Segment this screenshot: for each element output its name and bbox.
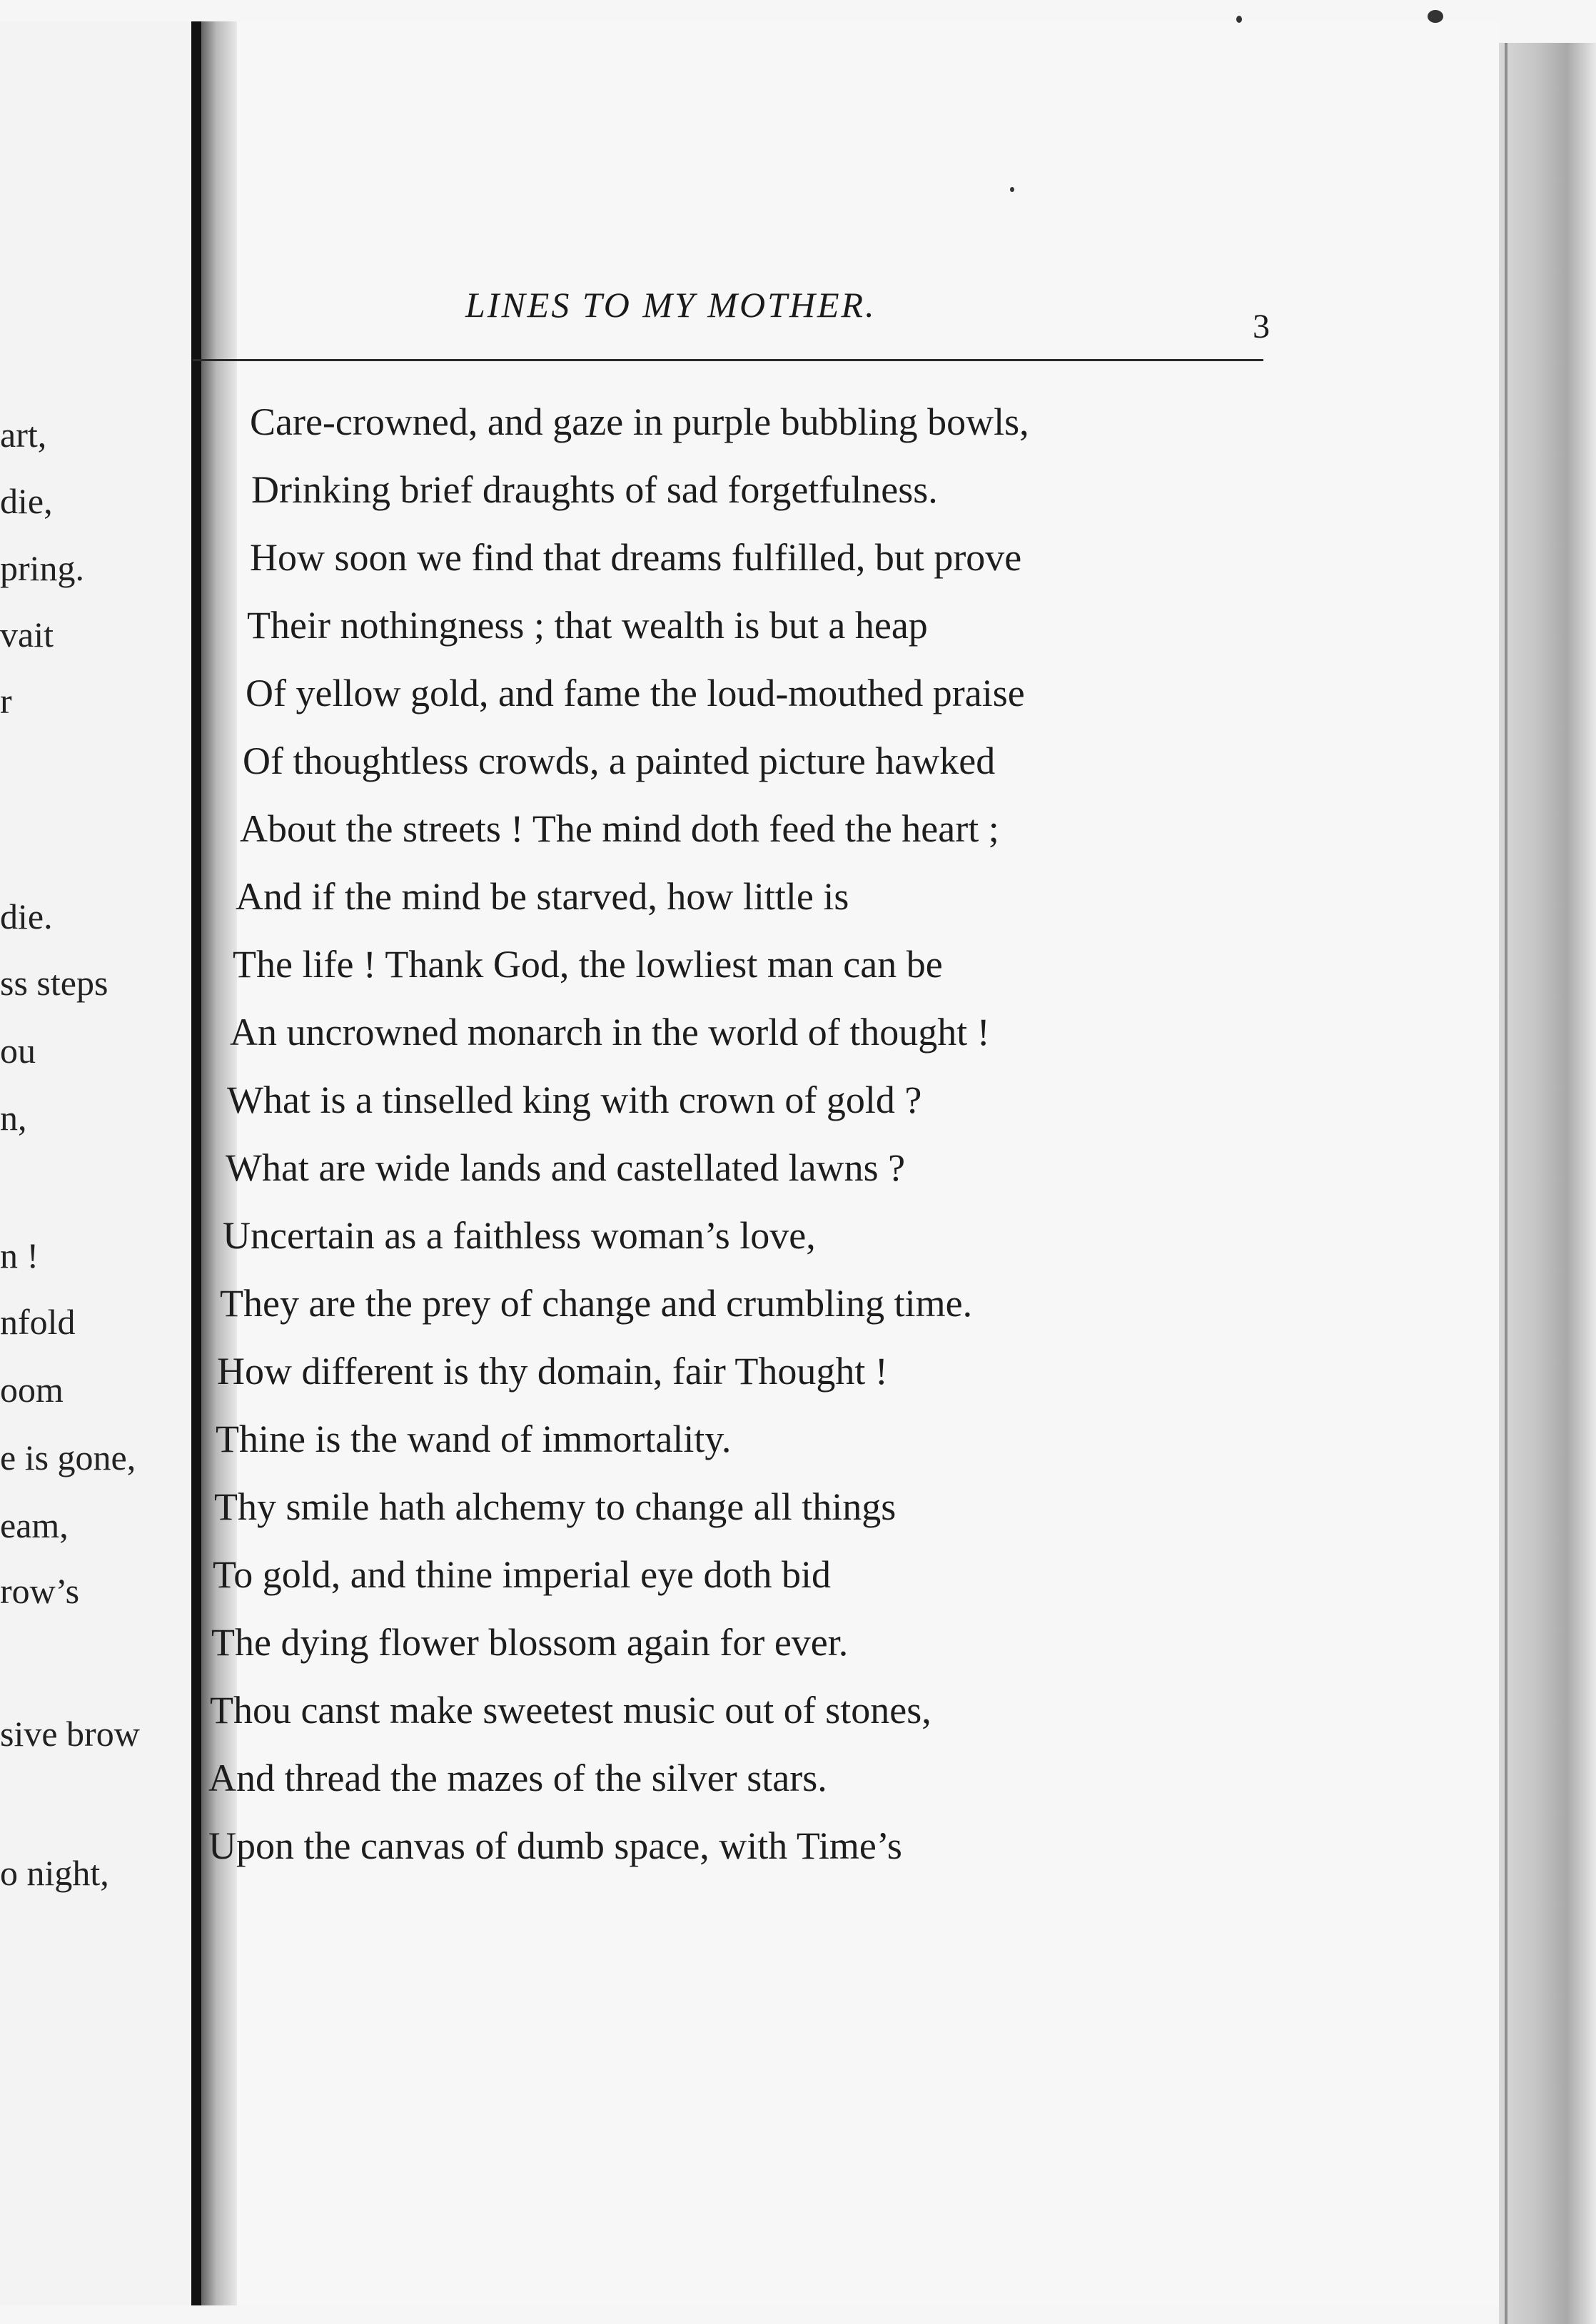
verse-line: Thine is the wand of immortality. bbox=[216, 1418, 732, 1460]
left-page-line: pring. bbox=[0, 548, 85, 588]
left-page-line: eam, bbox=[0, 1505, 69, 1545]
left-page-line: n ! bbox=[0, 1236, 39, 1275]
verse-line: What are wide lands and castellated lawns ? bbox=[226, 1146, 906, 1189]
verse-line: Thy smile hath alchemy to change all things bbox=[214, 1485, 897, 1528]
verse-line: To gold, and thine imperial eye doth bid bbox=[213, 1553, 832, 1596]
left-page-line: r bbox=[0, 681, 12, 721]
ink-speck bbox=[1236, 16, 1242, 23]
book-spine-edge bbox=[191, 21, 201, 2305]
left-page-line: n, bbox=[0, 1098, 27, 1138]
left-page-line: ou bbox=[0, 1031, 36, 1071]
verse-line: How different is thy domain, fair Thought ! bbox=[217, 1350, 888, 1393]
verse-line: Drinking brief draughts of sad forgetfulness. bbox=[251, 468, 938, 511]
left-page-line: o night, bbox=[0, 1853, 109, 1893]
header-rule bbox=[193, 359, 1263, 361]
verse-line: How soon we find that dreams fulfilled, but prove bbox=[250, 536, 1022, 579]
left-page-line: row’s bbox=[0, 1571, 80, 1611]
left-page-line: art, bbox=[0, 415, 47, 455]
verse-line: Thou canst make sweetest music out of stones, bbox=[210, 1689, 931, 1732]
verse-line: Their nothingness ; that wealth is but a heap bbox=[247, 604, 928, 647]
left-page-line: oom bbox=[0, 1370, 64, 1410]
left-page-line: die. bbox=[0, 896, 53, 936]
left-page-line: nfold bbox=[0, 1302, 76, 1342]
verse-line: They are the prey of change and crumbling time. bbox=[220, 1282, 973, 1325]
page-number: 3 bbox=[1253, 308, 1270, 345]
left-page-line: e is gone, bbox=[0, 1438, 136, 1477]
verse-line: The life ! Thank God, the lowliest man can be bbox=[233, 943, 943, 986]
left-page-line: sive brow bbox=[0, 1714, 140, 1754]
left-page-line: vait bbox=[0, 615, 54, 655]
verse-line: And if the mind be starved, how little is bbox=[236, 875, 849, 918]
ink-speck bbox=[1428, 10, 1443, 23]
verse-line: What is a tinselled king with crown of gold ? bbox=[227, 1078, 922, 1121]
page-edge-line bbox=[1505, 43, 1507, 2324]
verse-line: And thread the mazes of the silver stars. bbox=[208, 1757, 827, 1799]
left-facing-page bbox=[0, 21, 200, 2305]
ink-speck bbox=[1010, 187, 1014, 192]
verse-line: An uncrowned monarch in the world of thought ! bbox=[230, 1011, 990, 1054]
verse-line: Of yellow gold, and fame the loud-mouthed praise bbox=[246, 672, 1025, 714]
running-head: LINES TO MY MOTHER. bbox=[465, 285, 877, 325]
page-edges bbox=[1499, 43, 1596, 2324]
left-page-line: ss steps bbox=[0, 963, 108, 1003]
verse-line: Of thoughtless crowds, a painted picture hawked bbox=[243, 739, 996, 782]
verse-line: Upon the canvas of dumb space, with Time’s bbox=[208, 1824, 902, 1867]
left-page-line: die, bbox=[0, 481, 53, 521]
verse-line: Care-crowned, and gaze in purple bubbling bowls, bbox=[250, 400, 1029, 443]
verse-line: About the streets ! The mind doth feed the heart ; bbox=[240, 807, 999, 850]
verse-line: The dying flower blossom again for ever. bbox=[211, 1621, 849, 1664]
verse-line: Uncertain as a faithless woman’s love, bbox=[223, 1214, 816, 1257]
